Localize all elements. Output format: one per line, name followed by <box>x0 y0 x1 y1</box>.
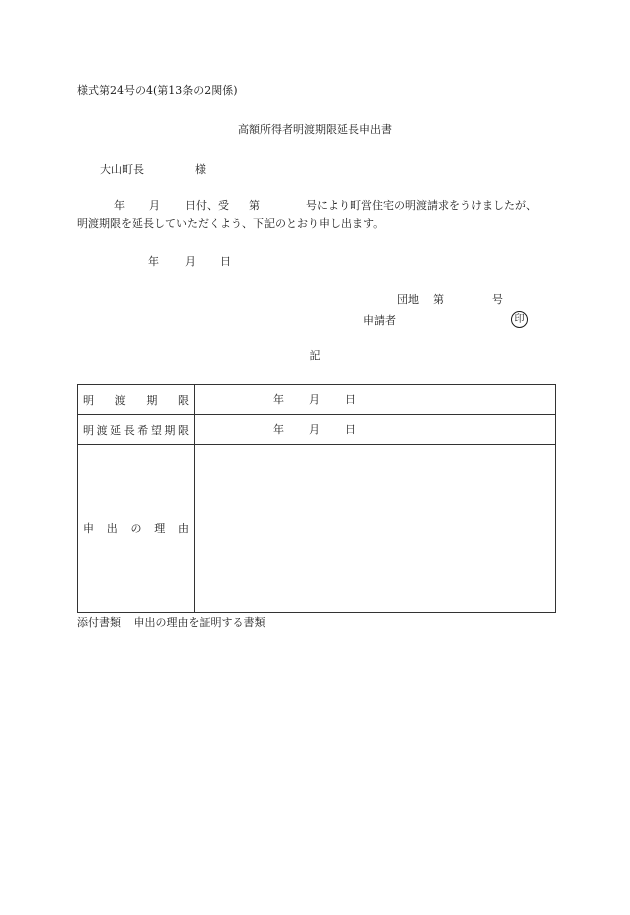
addressee <box>100 163 206 177</box>
form-number: 様式第24号の4(第13条の2関係) <box>77 84 238 97</box>
date-month: 月 <box>185 255 196 268</box>
row-value-vacate-deadline: 年 月 日 <box>273 393 356 406</box>
document-title: 高額所得者明渡期限延長申出書 <box>238 123 392 136</box>
applicant-label: 申請者 <box>363 314 396 327</box>
body-year: 年 <box>114 199 125 212</box>
addressee-name: 大山町長 <box>100 163 144 176</box>
body-dai: 第 <box>249 199 260 212</box>
addressee-honorific: 様 <box>195 163 206 176</box>
attachment-text: 申出の理由を証明する書類 <box>133 616 266 629</box>
body-day-received: 日付、受 <box>185 199 229 212</box>
danchi-label: 団地 <box>397 293 419 306</box>
date-day: 日 <box>220 255 231 268</box>
row-label-vacate-deadline: 明 渡 期 限 <box>83 393 189 407</box>
danchi-go: 号 <box>492 293 503 306</box>
ki-heading: 記 <box>309 349 321 362</box>
request-table <box>77 384 556 613</box>
date-year: 年 <box>148 255 159 268</box>
attachment-label: 添付書類 <box>77 616 121 629</box>
danchi-dai: 第 <box>433 293 444 306</box>
row-label-reason: 申 出 の 理 由 <box>83 521 189 535</box>
table-row-divider <box>78 444 555 445</box>
row-label-extension-date: 明 渡 延 長 希 望 期 限 <box>83 423 189 437</box>
body-month: 月 <box>149 199 160 212</box>
attachment-line <box>77 616 266 630</box>
row-value-extension-date: 年 月 日 <box>273 423 356 436</box>
body-line-2: 明渡期限を延長していただくよう、下記のとおり申し出ます。 <box>77 217 385 230</box>
body-request-text: 号により町営住宅の明渡請求をうけましたが、 <box>306 199 537 212</box>
seal-mark: 印 <box>511 311 528 328</box>
